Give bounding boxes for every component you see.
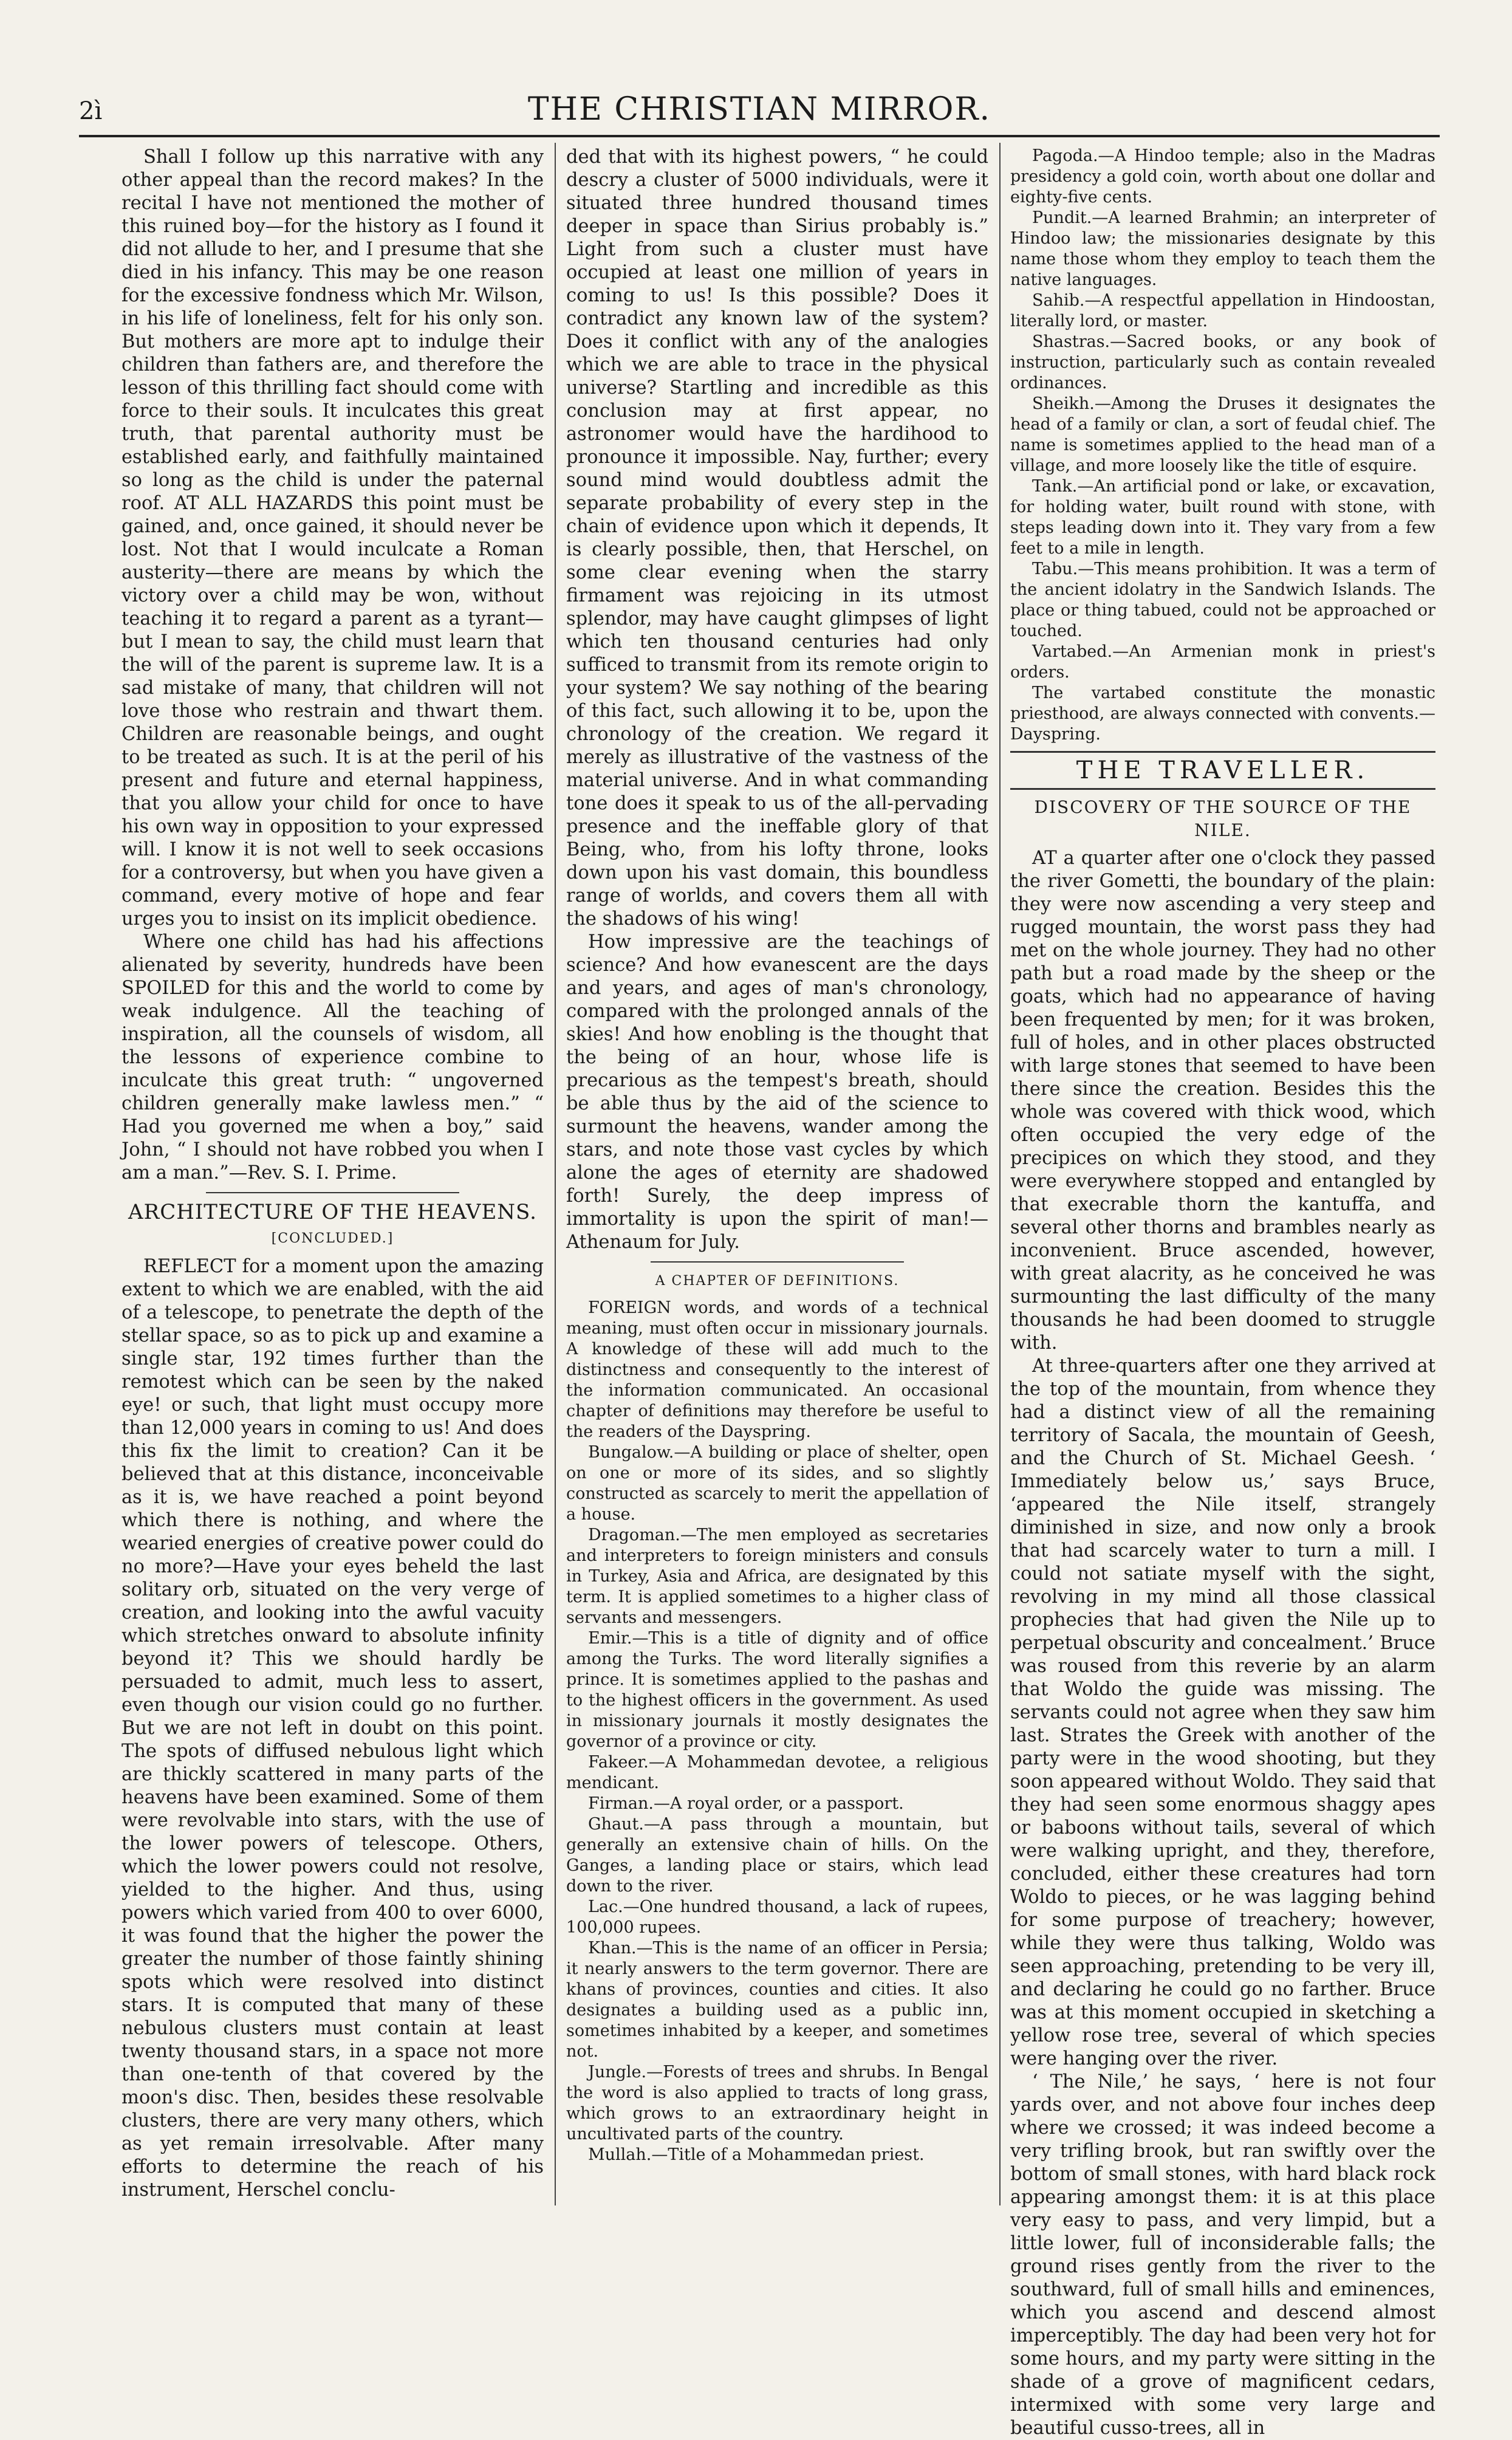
article-heading: A CHAPTER OF DEFINITIONS.	[655, 1273, 900, 1289]
header-rule	[79, 135, 1440, 137]
definition: Pundit.—A learned Brahmin; an interpreter of Hindoo law; the missionaries designate by this name those whom they employ to teach them the native languages.	[1010, 208, 1435, 289]
paragraph: Where one child has had his affections alienated by severity, hundreds have been SPOILED for this and the world to come by weak indulgence. All the teaching of inspiration, all the counsels of wisdom, all the lessons of experience combine to inculcate this great truth: “ ungoverned children generally make lawless men.” “ Had you governed me when a boy,” said John, “ I should not have robbed you when I am a man.”—Rev. S. I. Prime.	[121, 931, 544, 1184]
definition: Dragoman.—The men employed as secretaries and interpreters to foreign ministers and consuls in Turkey, Asia and Africa, are designated by this term. It is applied sometimes to a higher class of servants and messengers.	[566, 1526, 988, 1627]
paragraph: AT a quarter after one o'clock they passed the river Gometti, the boundary of the plain: they were now ascending a very steep and rugged mountain, the worst pass they had met on the whole journey. They had no other path but a road made by the sheep or the goats, which had no appearance of having been frequented by men; for it was broken, full of holes, and in other places obstructed with large stones that seemed to have been there since the creation. Besides this the whole was covered with thick wood, which often occupied the very edge of the precipices on which they stood, and they were everywhere stopped and entangled by that execrable thorn the kantuffa, and several other thorns and brambles nearly as inconvenient. Bruce ascended, however, with great alacrity, as he conceived he was surmounting the last difficulty of the many thousands he had been doomed to struggle with.	[1010, 848, 1435, 1354]
definition: The vartabed constitute the monastic priesthood, are always connected with convents.—Dayspring.	[1010, 684, 1435, 744]
masthead-title: THE CHRISTIAN MIRROR.	[527, 91, 991, 128]
article-subheading: [CONCLUDED.]	[271, 1231, 394, 1246]
paragraph: At three-quarters after one they arrived at the top of the mountain, from whence they had a distinct view of all the remaining territory of Sacala, the mountain of Geesh, and the Church of St. Michael Geesh. ‘ Immediately below us,’ says Bruce, ‘appeared the Nile itself, strangely diminished in size, and now only a brook that had scarcely water to turn a mill. I could not satiate myself with the sight, revolving in my mind all those classical prophecies that had given the Nile up to perpetual obscurity and concealment.’ Bruce was roused from this reverie by an alarm that Woldo the guide was missing. The servants could not agree when they saw him last. Strates the Greek with another of the party were in the wood shooting, but they soon appeared without Woldo. They said that they had seen some enormous shaggy apes or baboons without tails, several of which were walking upright, and they, therefore, concluded, either these creatures had torn Woldo to pieces, or he was lagging behind for some purpose of treachery; however, while they were thus talking, Woldo was seen approaching, pretending to be very ill, and declaring he could go no farther. Bruce was at this moment occupied in sketching a yellow rose tree, several of which species were hanging over the river.	[1010, 1355, 1435, 2069]
definition: Tabu.—This means prohibition. It was a term of the ancient idolatry in the Sandwich Islands. The place or thing tabued, could not be approached or touched.	[1010, 560, 1435, 640]
divider	[1010, 788, 1435, 790]
definition: Sheikh.—Among the Druses it designates the head of a family or clan, a sort of feudal chief. The name is sometimes applied to the head man of a village, and more loosely like the title of esquire.	[1010, 394, 1435, 475]
column-divider	[999, 143, 1001, 2205]
paragraph: FOREIGN words, and words of a technical meaning, must often occur in missionary journals. A knowledge of these will add much to the distinctness and consequently to the interest of the information communicated. An occasional chapter of definitions may therefore be useful to the readers of the Dayspring.	[566, 1298, 988, 1441]
page-number: 2ì	[79, 97, 103, 125]
definition: Lac.—One hundred thousand, a lack of rupees, 100,000 rupees.	[566, 1897, 988, 1937]
paragraph: REFLECT for a moment upon the amazing extent to which we are enabled, with the aid of a telescope, to penetrate the depth of the stellar space, so as to pick up and examine a single star, 192 times further than the remotest which can be seen by the naked eye! or such, that light must occupy more than 12,000 years in coming to us! And does this fix the limit to creation? Can it be believed that at this distance, inconceivable as it is, we have reached a point beyond which there is nothing, and where the wearied energies of creative power could do no more?—Have your eyes beheld the last solitary orb, situated on the very verge of creation, and looking into the awful vacuity which stretches onward to absolute infinity beyond it? This we should hardly be persuaded to admit, much less to assert, even though our vision could go no further. But we are not left in doubt on this point. The spots of diffused nebulous light which are thickly scattered in many parts of the heavens have been examined. Some of them were revolvable into stars, with the use of the lower powers of telescope. Others, which the lower powers could not resolve, yielded to the higher. And thus, using powers which varied from 400 to over 6000, it was found that the higher the power the greater the number of those faintly shining spots which were resolved into distinct stars. It is computed that many of these nebulous clusters must contain at least twenty thousand stars, in a space not more than one-tenth of that covered by the moon's disc. Then, besides these resolvable clusters, there are very many others, which as yet remain irresolvable. After many efforts to determine the reach of his instrument, Herschel conclu-	[121, 1256, 544, 2201]
definition: Pagoda.—A Hindoo temple; also in the Madras presidency a gold coin, worth about one dollar and eighty-five cents.	[1010, 146, 1435, 207]
divider	[651, 1261, 904, 1263]
article-heading: ARCHITECTURE OF THE HEAVENS.	[128, 1200, 537, 1224]
definition: Vartabed.—An Armenian monk in priest's orders.	[1010, 642, 1435, 682]
definition: Tank.—An artificial pond or lake, or excavation, for holding water, built round with stone, with steps leading down into it. They vary from a few feet to a mile in length.	[1010, 477, 1435, 558]
paragraph: ‘ The Nile,’ he says, ‘ here is not four yards over, and not above four inches deep where we crossed; it was indeed become a very trifling brook, but ran swiftly over the bottom of small stones, with hard black rock appearing amongst them: it is at this place very easy to pass, and very limpid, but a little lower, full of inconsiderable falls; the ground rises gently from the river to the southward, full of small hills and eminences, which you ascend and descend almost imperceptibly. The day had been very hot for some hours, and my party were sitting in the shade of a grove of magnificent cedars, intermixed with some very large and beautiful cusso-trees, all in	[1010, 2071, 1435, 2439]
definition: Fakeer.—A Mohammedan devotee, a religious mendicant.	[566, 1753, 988, 1792]
definition: Ghaut.—A pass through a mountain, but generally an extensive chain of hills. On the Ganges, a landing place or stairs, which lead down to the river.	[566, 1815, 988, 1896]
definition: Emir.—This is a title of dignity and of office among the Turks. The word literally signifies a prince. It is sometimes applied to the pashas and to the highest officers in the government. As used in missionary journals it mostly designates the governor of a province or city.	[566, 1629, 988, 1751]
definition: Jungle.—Forests of trees and shrubs. In Bengal the word is also applied to tracts of long grass, which grows to an extraordinary height in uncultivated parts of the country.	[566, 2063, 988, 2144]
column-2	[566, 146, 988, 2205]
article-heading: DISCOVERY OF THE SOURCE OF THE NILE.	[1034, 797, 1412, 840]
divider	[206, 1192, 459, 1193]
definition: Mullah.—Title of a Mohammedan priest.	[588, 2145, 925, 2164]
divider	[1010, 751, 1435, 753]
definition: Shastras.—Sacred books, or any book of instruction, particularly such as contain revealed ordinances.	[1010, 332, 1435, 392]
page-header	[79, 91, 1440, 134]
definition: Sahib.—A respectful appellation in Hindoostan, literally lord, or master.	[1010, 291, 1435, 331]
section-heading: THE TRAVELLER.	[1076, 756, 1370, 784]
paragraph: ded that with its highest powers, “ he could descry a cluster of 5000 individuals, were it situated three hundred thousand times deeper in space than Sirius probably is.” Light from such a cluster must have occupied at least one million of years in coming to us! Is this possible? Does it contradict any known law of the system? Does it conflict with any of the analogies which we are able to trace in the physical universe? Startling and incredible as this conclusion may at first appear, no astronomer would have the hardihood to pronounce it impossible. Nay, further; every sound mind would doubtless admit the separate probability of every step in the chain of evidence upon which it depends, It is clearly possible, then, that Herschel, on some clear evening when the starry firmament was rejoicing in its utmost splendor, may have caught glimpses of light which ten thousand centuries had only sufficed to transmit from its remote origin to your system? We say nothing of the bearing of this fact, such allowing it to be, upon the chronology of the creation. We regard it merely as illustrative of the vastness of the material universe. And in what commanding tone does it speak to us of the all-pervading presence and the ineffable glory of that Being, who, from his lofty throne, looks down upon his vast domain, this boundless range of worlds, and covers them all with the shadows of his wing!	[566, 146, 988, 930]
definition: Firman.—A royal order, or a passport.	[588, 1794, 904, 1813]
definition: Bungalow.—A building or place of shelter, open on one or more of its sides, and so slightly constructed as scarcely to merit the appellation of a house.	[566, 1443, 988, 1524]
definition: Khan.—This is the name of an officer in Persia; it nearly answers to the term governor. There are khans of provinces, counties and cities. It also designates a building used as a public inn, sometimes inhabited by a keeper, and sometimes not.	[566, 1939, 988, 2061]
column-1	[121, 146, 544, 2205]
paragraph: How impressive are the teachings of science? And how evanescent are the days and years, and ages of man's chronology, compared with the prolonged annals of the skies! And how enobling is the thought that the being of an hour, whose life is precarious as the tempest's breath, should be able thus by the aid of the science to surmount the heavens, wander among the stars, and note those vast cycles by which alone the ages of eternity are shadowed forth! Surely, the deep impress of immortality is upon the spirit of man!—Athenaum for July.	[566, 931, 988, 1253]
column-3	[1010, 146, 1435, 2439]
paragraph: Shall I follow up this narrative with any other appeal than the record makes? In the recital I have not mentioned the mother of this ruined boy—for the history as I found it did not allude to her, and I presume that she died in his infancy. This may be one reason for the excessive fondness which Mr. Wilson, in his life of loneliness, felt for his only son. But mothers are more apt to indulge their children than fathers are, and therefore the lesson of this thrilling fact should come with force to their souls. It inculcates this great truth, that parental authority must be established early, and faithfully maintained so long as the child is under the paternal roof. AT ALL HAZARDS this point must be gained, and, once gained, it should never be lost. Not that I would inculcate a Roman austerity—there are means by which the victory over a child may be won, without teaching it to regard a parent as a tyrant—but I mean to say, the child must learn that the will of the parent is supreme law. It is a sad mistake of many, that children will not love those who restrain and thwart them. Children are reasonable beings, and ought to be treated as such. It is at the peril of his present and future and eternal happiness, that you allow your child for once to have his own way in opposition to your expressed will. I know it is not well to seek occasions for a controversy, but when you have given a command, every motive of hope and fear urges you to insist on its implicit obedience.	[121, 146, 544, 930]
column-divider	[555, 143, 556, 2205]
